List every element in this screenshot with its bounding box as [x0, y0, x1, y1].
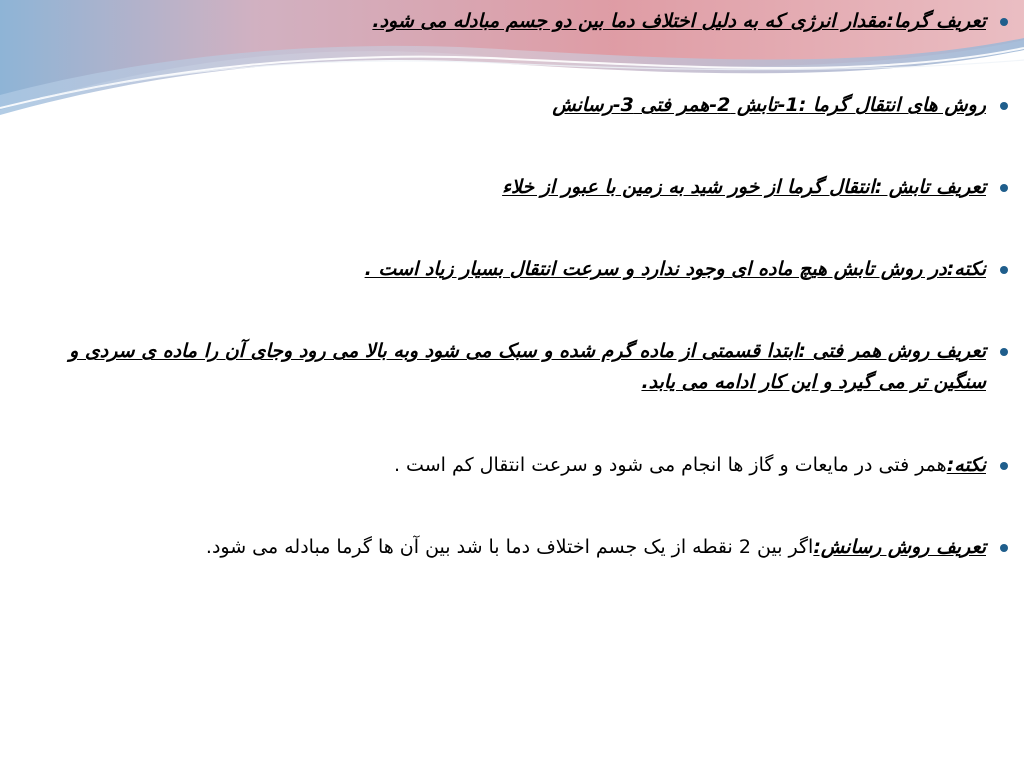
- bullet-icon: [1000, 184, 1008, 192]
- bullet-radiation-definition: تعریف تابش :انتقال گرما از خور شید به زمین با عبور از خلاء: [20, 172, 986, 203]
- bullet-label: نکته:: [946, 454, 986, 476]
- bullet-icon: [1000, 266, 1008, 274]
- bullet-conduction-definition: تعریف روش رسانش:اگر بین 2 نقطه از یک جسم اختلاف دما با شد بین آن ها گرما مبادله می شود.: [20, 532, 986, 563]
- bullet-icon: [1000, 462, 1008, 470]
- bullet-convection-definition: تعریف روش همر فتی :ابتدا قسمتی از ماده گرم شده و سبک می شود وبه بالا می رود وجای آن را ماده ی سردی و سنگین تر می گیرد و این کار ادامه می یابد.: [20, 336, 986, 398]
- bullet-convection-note: نکته:همر فتی در مایعات و گاز ها انجام می شود و سرعت انتقال کم است .: [20, 450, 986, 481]
- bullet-icon: [1000, 544, 1008, 552]
- bullet-icon: [1000, 348, 1008, 356]
- bullet-heat-transfer-methods: روش های انتقال گرما :1-تابش 2-همر فتی 3-رسانش: [20, 90, 986, 121]
- bullet-label: تعریف روش رسانش:: [813, 536, 986, 558]
- bullet-radiation-note: نکته:در روش تابش هیچ ماده ای وجود ندارد و سرعت انتقال بسیار زیاد است .: [20, 254, 986, 285]
- bullet-heat-definition: تعریف گرما:مقدار انرژی که به دلیل اختلاف دما بین دو جسم مبادله می شود.: [20, 6, 986, 37]
- bullet-icon: [1000, 102, 1008, 110]
- bullet-icon: [1000, 18, 1008, 26]
